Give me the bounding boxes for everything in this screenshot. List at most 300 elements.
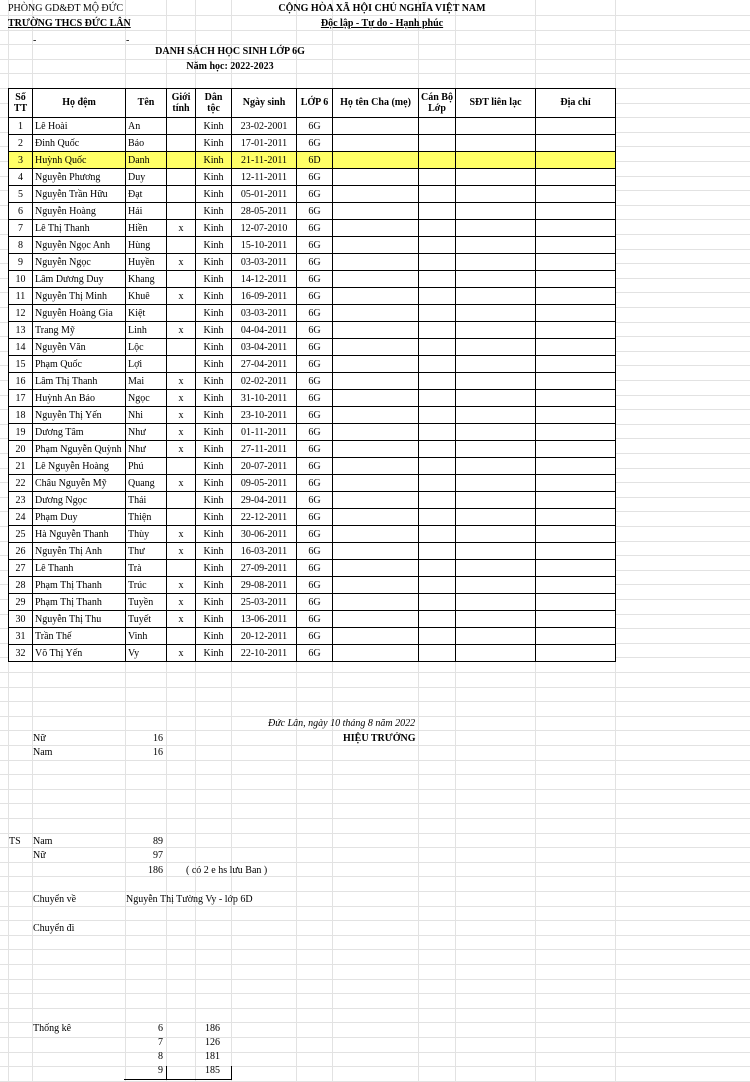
table-row [9,628,616,645]
cell-gioi-tinh: x [167,577,196,594]
cell-can-bo-lop [419,135,456,152]
cell-gioi-tinh [167,186,196,203]
cell-ten: Hải [126,203,167,220]
cell-sdt [456,237,536,254]
cell-sdt [456,577,536,594]
stats-divider [231,1066,232,1080]
cell-dia-chi [536,458,616,475]
cell-lop: 6G [297,458,333,475]
cell-ho-ten-cha-me [333,390,419,407]
cell-dan-toc: Kinh [196,305,232,322]
cell-can-bo-lop [419,543,456,560]
cell-ho-ten-cha-me [333,373,419,390]
cell-sdt [456,356,536,373]
col-header-ho-dem: Họ đệm [33,89,126,118]
cell-ten: Khuê [126,288,167,305]
cell-ho-ten-cha-me [333,458,419,475]
cell-ho-dem: Võ Thị Yến [33,645,126,662]
cell-lop: 6G [297,645,333,662]
cell-ho-dem: Nguyễn Hoàng [33,203,126,220]
cell-ngay-sinh: 23-02-2001 [232,118,297,135]
cell-ten: Trà [126,560,167,577]
cell-ten: Đạt [126,186,167,203]
table-row [9,118,616,135]
cell-ngay-sinh: 20-07-2011 [232,458,297,475]
cell-dan-toc: Kinh [196,560,232,577]
cell-can-bo-lop [419,407,456,424]
cell-sdt [456,152,536,169]
cell-sdt [456,186,536,203]
cell-can-bo-lop [419,458,456,475]
total-male-label: Nam [33,836,53,847]
cell-dan-toc: Kinh [196,356,232,373]
cell-lop: 6G [297,322,333,339]
cell-ngay-sinh: 27-11-2011 [232,441,297,458]
cell-dan-toc: Kinh [196,339,232,356]
female-count-value: 16 [153,733,163,744]
cell-ngay-sinh: 15-10-2011 [232,237,297,254]
cell-ho-dem: Lâm Dương Duy [33,271,126,288]
cell-dan-toc: Kinh [196,271,232,288]
cell-ten: Tuyết [126,611,167,628]
cell-ho-ten-cha-me [333,305,419,322]
cell-ho-dem: Nguyễn Thị Yến [33,407,126,424]
stats-count: 181 [205,1051,220,1062]
principal-title: HIỆU TRƯỞNG [343,733,416,744]
table-row [9,577,616,594]
cell-ngay-sinh: 27-04-2011 [232,356,297,373]
stats-grade: 9 [158,1065,163,1076]
cell-dan-toc: Kinh [196,509,232,526]
cell-ten: Duy [126,169,167,186]
cell-sdt [456,509,536,526]
cell-ho-dem: Nguyễn Ngọc Anh [33,237,126,254]
cell-ten: Vy [126,645,167,662]
cell-ngay-sinh: 31-10-2011 [232,390,297,407]
transfer-in-label: Chuyển về [33,894,77,905]
cell-dia-chi [536,475,616,492]
cell-ho-ten-cha-me [333,628,419,645]
cell-dia-chi [536,271,616,288]
cell-ten: Khang [126,271,167,288]
cell-ho-dem: Châu Nguyễn Mỹ [33,475,126,492]
table-row [9,169,616,186]
cell-stt: 1 [9,118,33,135]
cell-dan-toc: Kinh [196,492,232,509]
cell-can-bo-lop [419,203,456,220]
cell-ngay-sinh: 20-12-2011 [232,628,297,645]
ts-label: TS [9,836,21,847]
cell-sdt [456,118,536,135]
cell-stt: 10 [9,271,33,288]
cell-ho-dem: Trang Mỹ [33,322,126,339]
stats-divider [166,1066,167,1080]
cell-ho-dem: Phạm Duy [33,509,126,526]
cell-dia-chi [536,373,616,390]
cell-gioi-tinh [167,458,196,475]
cell-ho-ten-cha-me [333,254,419,271]
cell-lop: 6D [297,152,333,169]
cell-ho-dem: Lê Thị Thanh [33,220,126,237]
cell-dia-chi [536,407,616,424]
cell-ho-ten-cha-me [333,169,419,186]
cell-ho-dem: Nguyễn Thị Anh [33,543,126,560]
cell-sdt [456,135,536,152]
cell-dia-chi [536,390,616,407]
cell-ngay-sinh: 22-10-2011 [232,645,297,662]
cell-stt: 7 [9,220,33,237]
cell-can-bo-lop [419,169,456,186]
cell-ngay-sinh: 12-07-2010 [232,220,297,237]
cell-dan-toc: Kinh [196,628,232,645]
col-header-dan-toc: Dân tộc [196,89,232,118]
cell-dan-toc: Kinh [196,475,232,492]
cell-stt: 27 [9,560,33,577]
table-row [9,186,616,203]
cell-lop: 6G [297,169,333,186]
table-row [9,611,616,628]
cell-gioi-tinh [167,237,196,254]
cell-dan-toc: Kinh [196,577,232,594]
cell-lop: 6G [297,118,333,135]
cell-stt: 25 [9,526,33,543]
cell-can-bo-lop [419,339,456,356]
table-row [9,237,616,254]
female-count-label: Nữ [33,733,46,744]
cell-sdt [456,407,536,424]
cell-ho-dem: Nguyễn Hoàng Gia [33,305,126,322]
cell-stt: 8 [9,237,33,254]
col-header-gioi-tinh: Giới tính [167,89,196,118]
cell-ten: Thư [126,543,167,560]
cell-stt: 16 [9,373,33,390]
cell-gioi-tinh: x [167,594,196,611]
cell-stt: 3 [9,152,33,169]
cell-sdt [456,611,536,628]
cell-dan-toc: Kinh [196,254,232,271]
cell-sdt [456,645,536,662]
cell-ten: Như [126,424,167,441]
cell-ngay-sinh: 13-06-2011 [232,611,297,628]
cell-dan-toc: Kinh [196,526,232,543]
cell-sdt [456,594,536,611]
cell-can-bo-lop [419,322,456,339]
cell-ho-ten-cha-me [333,220,419,237]
cell-dia-chi [536,169,616,186]
document-title: DANH SÁCH HỌC SINH LỚP 6G [155,46,305,57]
stats-grade: 6 [158,1023,163,1034]
cell-lop: 6G [297,492,333,509]
cell-ten: Linh [126,322,167,339]
total-male-value: 89 [153,836,163,847]
cell-ho-ten-cha-me [333,118,419,135]
cell-can-bo-lop [419,645,456,662]
col-header-lop: LỚP 6 [297,89,333,118]
cell-stt: 28 [9,577,33,594]
cell-sdt [456,424,536,441]
cell-gioi-tinh [167,135,196,152]
col-header-dia-chi: Địa chỉ [536,89,616,118]
cell-ho-ten-cha-me [333,594,419,611]
cell-can-bo-lop [419,492,456,509]
cell-dan-toc: Kinh [196,152,232,169]
cell-ngay-sinh: 02-02-2011 [232,373,297,390]
cell-ho-dem: Lê Thanh [33,560,126,577]
total-female-label: Nữ [33,850,46,861]
cell-sdt [456,628,536,645]
cell-can-bo-lop [419,237,456,254]
cell-dan-toc: Kinh [196,322,232,339]
cell-ngay-sinh: 16-03-2011 [232,543,297,560]
cell-can-bo-lop [419,611,456,628]
cell-stt: 24 [9,509,33,526]
cell-ten: Danh [126,152,167,169]
cell-can-bo-lop [419,220,456,237]
col-header-ngay-sinh: Ngày sinh [232,89,297,118]
cell-ho-dem: Lê Hoài [33,118,126,135]
cell-dia-chi [536,543,616,560]
cell-ten: Nhi [126,407,167,424]
cell-stt: 2 [9,135,33,152]
cell-sdt [456,220,536,237]
cell-dia-chi [536,577,616,594]
cell-ho-ten-cha-me [333,339,419,356]
cell-gioi-tinh: x [167,475,196,492]
cell-ngay-sinh: 28-05-2011 [232,203,297,220]
table-row [9,135,616,152]
cell-sdt [456,203,536,220]
stats-grade: 7 [158,1037,163,1048]
cell-can-bo-lop [419,373,456,390]
cell-ngay-sinh: 03-03-2011 [232,305,297,322]
student-roster-table [8,88,616,662]
cell-ho-ten-cha-me [333,475,419,492]
table-row [9,458,616,475]
cell-dan-toc: Kinh [196,220,232,237]
table-row [9,339,616,356]
cell-gioi-tinh: x [167,254,196,271]
cell-lop: 6G [297,203,333,220]
cell-stt: 18 [9,407,33,424]
cell-ho-dem: Nguyễn Thị Thu [33,611,126,628]
table-header-row [9,89,616,118]
cell-gioi-tinh: x [167,407,196,424]
cell-ho-ten-cha-me [333,577,419,594]
cell-ten: Như [126,441,167,458]
table-row [9,424,616,441]
cell-ten: Vinh [126,628,167,645]
transfer-out-label: Chuyển đi [33,923,75,934]
cell-lop: 6G [297,186,333,203]
cell-ho-ten-cha-me [333,271,419,288]
cell-dan-toc: Kinh [196,594,232,611]
cell-stt: 17 [9,390,33,407]
male-count-value: 16 [153,747,163,758]
col-header-ho-ten-cha-me: Họ tên Cha (mẹ) [333,89,419,118]
table-row [9,356,616,373]
cell-ho-dem: Phạm Nguyễn Quỳnh [33,441,126,458]
cell-dia-chi [536,135,616,152]
cell-dan-toc: Kinh [196,543,232,560]
cell-gioi-tinh [167,305,196,322]
cell-lop: 6G [297,271,333,288]
cell-sdt [456,322,536,339]
cell-ho-ten-cha-me [333,611,419,628]
cell-sdt [456,390,536,407]
cell-ho-dem: Nguyễn Trần Hữu [33,186,126,203]
cell-lop: 6G [297,577,333,594]
cell-can-bo-lop [419,475,456,492]
cell-can-bo-lop [419,577,456,594]
cell-can-bo-lop [419,118,456,135]
cell-lop: 6G [297,543,333,560]
stats-count: 126 [205,1037,220,1048]
cell-ho-dem: Huỳnh Quốc [33,152,126,169]
cell-ten: Thùy [126,526,167,543]
cell-gioi-tinh [167,271,196,288]
table-row [9,441,616,458]
cell-ngay-sinh: 03-04-2011 [232,339,297,356]
cell-dia-chi [536,526,616,543]
cell-lop: 6G [297,526,333,543]
cell-ho-dem: Phạm Quốc [33,356,126,373]
cell-dan-toc: Kinh [196,135,232,152]
cell-sdt [456,288,536,305]
cell-stt: 6 [9,203,33,220]
cell-ten: Bảo [126,135,167,152]
cell-stt: 29 [9,594,33,611]
cell-ngay-sinh: 22-12-2011 [232,509,297,526]
cell-ngay-sinh: 21-11-2011 [232,152,297,169]
cell-ho-ten-cha-me [333,237,419,254]
cell-gioi-tinh [167,203,196,220]
cell-ho-ten-cha-me [333,509,419,526]
dash-mark: - [126,35,130,46]
cell-ho-ten-cha-me [333,543,419,560]
transfer-in-value: Nguyễn Thị Tường Vy - lớp 6D [126,894,253,905]
cell-lop: 6G [297,509,333,526]
table-row [9,509,616,526]
cell-dan-toc: Kinh [196,288,232,305]
cell-ho-ten-cha-me [333,441,419,458]
cell-lop: 6G [297,305,333,322]
cell-gioi-tinh: x [167,645,196,662]
cell-stt: 23 [9,492,33,509]
cell-stt: 30 [9,611,33,628]
cell-ngay-sinh: 14-12-2011 [232,271,297,288]
cell-sdt [456,373,536,390]
cell-ngay-sinh: 17-01-2011 [232,135,297,152]
cell-dia-chi [536,203,616,220]
cell-lop: 6G [297,135,333,152]
cell-dan-toc: Kinh [196,373,232,390]
cell-can-bo-lop [419,254,456,271]
table-row [9,373,616,390]
cell-sdt [456,339,536,356]
cell-gioi-tinh [167,152,196,169]
cell-gioi-tinh: x [167,373,196,390]
cell-dia-chi [536,152,616,169]
cell-dan-toc: Kinh [196,458,232,475]
cell-dan-toc: Kinh [196,203,232,220]
cell-sdt [456,169,536,186]
cell-ten: Thái [126,492,167,509]
cell-ho-ten-cha-me [333,645,419,662]
cell-ngay-sinh: 04-04-2011 [232,322,297,339]
cell-dia-chi [536,560,616,577]
col-header-sdt: SĐT liên lạc [456,89,536,118]
cell-dia-chi [536,356,616,373]
cell-lop: 6G [297,288,333,305]
cell-lop: 6G [297,594,333,611]
cell-ho-ten-cha-me [333,322,419,339]
cell-ten: Quang [126,475,167,492]
cell-ten: Kiệt [126,305,167,322]
cell-sdt [456,475,536,492]
cell-gioi-tinh [167,356,196,373]
cell-dan-toc: Kinh [196,118,232,135]
cell-stt: 22 [9,475,33,492]
cell-ho-dem: Nguyễn Văn [33,339,126,356]
cell-stt: 15 [9,356,33,373]
male-count-label: Nam [33,747,53,758]
cell-ho-ten-cha-me [333,492,419,509]
cell-lop: 6G [297,254,333,271]
cell-ten: Ngọc [126,390,167,407]
cell-gioi-tinh: x [167,390,196,407]
cell-ngay-sinh: 30-06-2011 [232,526,297,543]
cell-stt: 11 [9,288,33,305]
cell-sdt [456,492,536,509]
cell-lop: 6G [297,220,333,237]
cell-ho-dem: Trần Thế [33,628,126,645]
cell-ten: Phú [126,458,167,475]
dash-mark: - [33,35,37,46]
cell-lop: 6G [297,611,333,628]
table-row [9,220,616,237]
cell-ho-ten-cha-me [333,526,419,543]
national-motto: Độc lập - Tự do - Hạnh phúc [320,18,444,29]
cell-dia-chi [536,424,616,441]
cell-dan-toc: Kinh [196,169,232,186]
cell-gioi-tinh [167,509,196,526]
cell-stt: 5 [9,186,33,203]
table-row [9,560,616,577]
cell-stt: 26 [9,543,33,560]
cell-stt: 12 [9,305,33,322]
table-row [9,492,616,509]
cell-ho-dem: Nguyễn Phương [33,169,126,186]
cell-ho-dem: Nguyễn Thị Minh [33,288,126,305]
table-row [9,152,616,169]
cell-ho-dem: Dương Tâm [33,424,126,441]
col-header-ten: Tên [126,89,167,118]
cell-ngay-sinh: 09-05-2011 [232,475,297,492]
cell-gioi-tinh: x [167,424,196,441]
cell-dan-toc: Kinh [196,645,232,662]
cell-dia-chi [536,254,616,271]
cell-ten: Mai [126,373,167,390]
cell-stt: 19 [9,424,33,441]
cell-ho-ten-cha-me [333,135,419,152]
cell-ten: An [126,118,167,135]
cell-dan-toc: Kinh [196,237,232,254]
cell-ho-ten-cha-me [333,424,419,441]
cell-ho-dem: Phạm Thị Thanh [33,594,126,611]
cell-ho-dem: Nguyễn Ngọc [33,254,126,271]
total-female-value: 97 [153,850,163,861]
cell-can-bo-lop [419,509,456,526]
